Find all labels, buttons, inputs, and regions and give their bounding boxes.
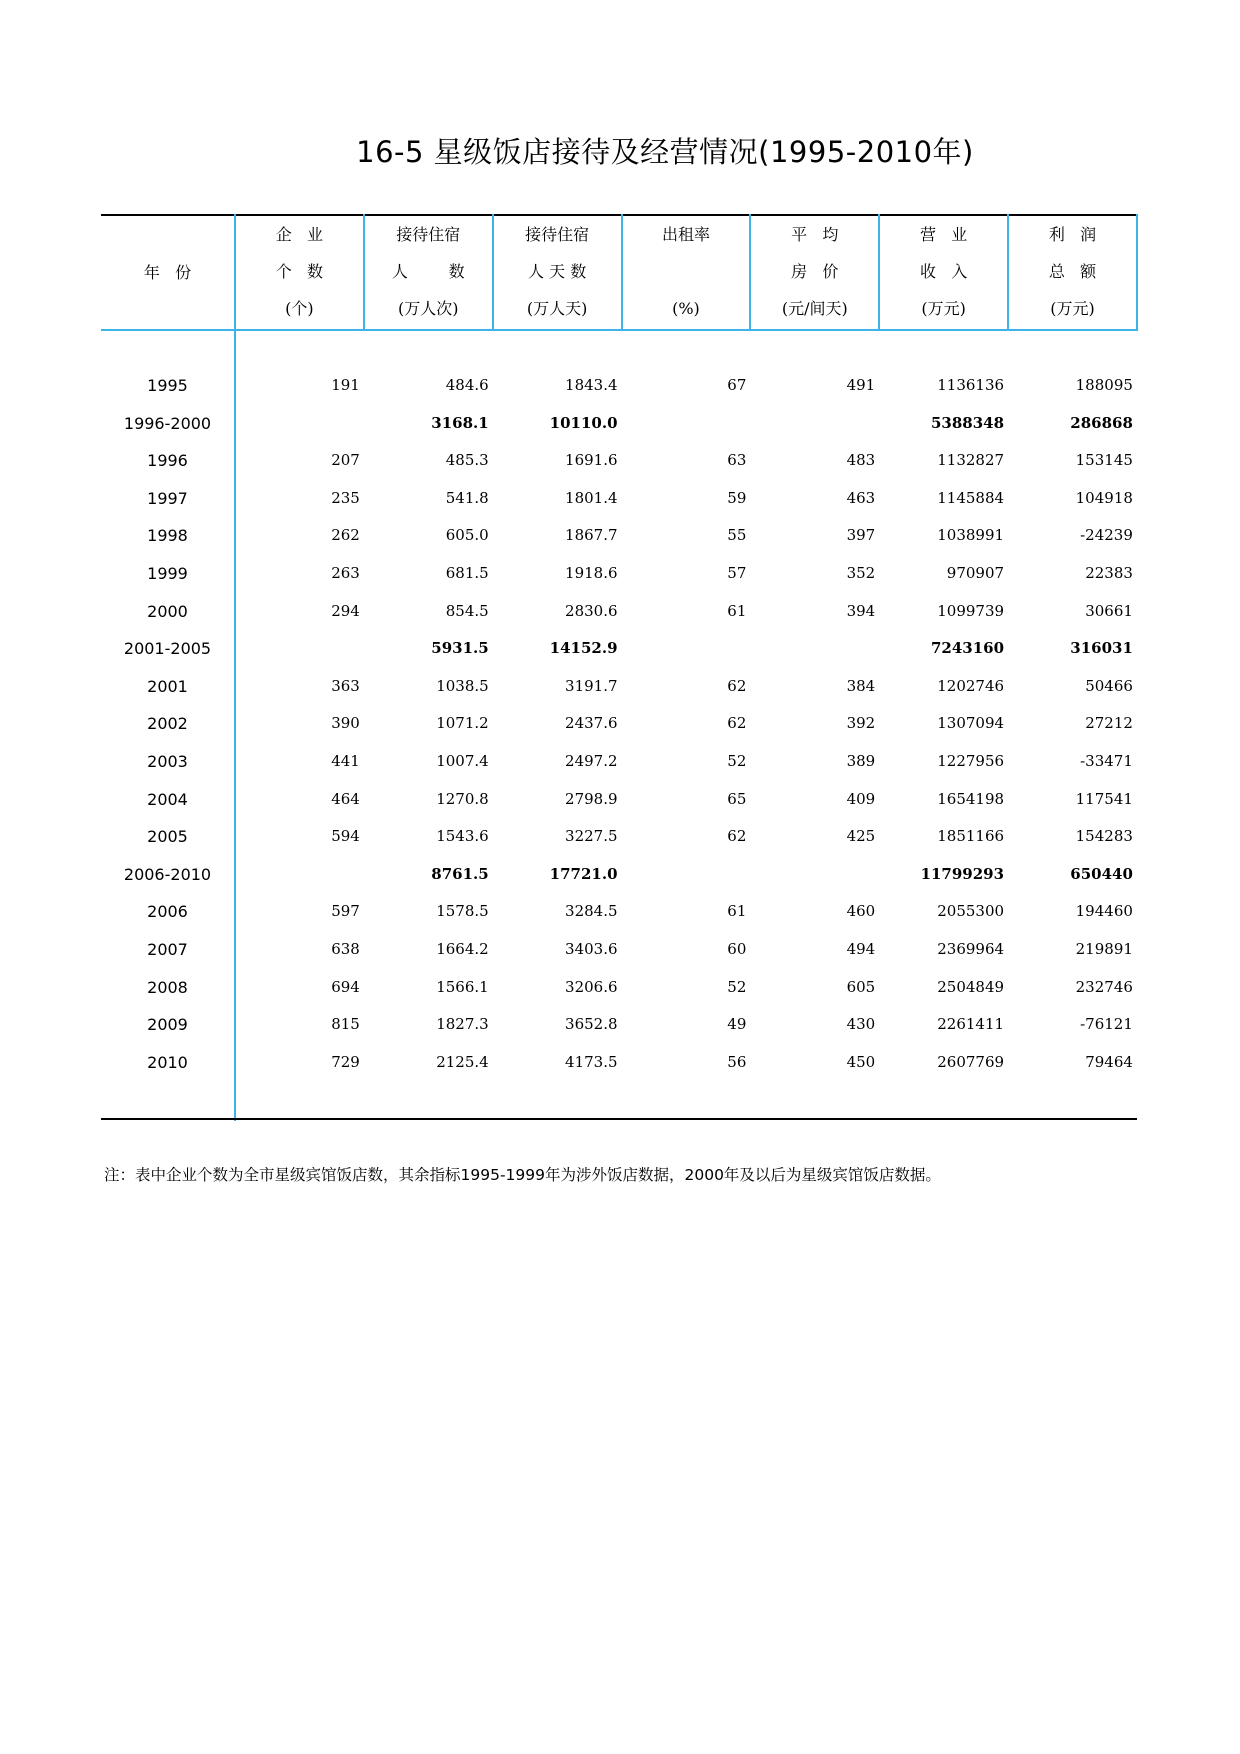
value-cell: 430 bbox=[846, 1015, 876, 1034]
value-cell: 384 bbox=[846, 676, 876, 695]
table-row bbox=[101, 517, 1137, 555]
spacer-cell bbox=[101, 1081, 235, 1121]
year-cell: 2008 bbox=[101, 969, 235, 1007]
value-cell: 1843.4 bbox=[565, 376, 618, 394]
value-cell: 191 bbox=[331, 376, 360, 394]
value-cell bbox=[235, 856, 364, 894]
table-bottom-rule bbox=[101, 1118, 1137, 1120]
spacer-cell bbox=[622, 330, 751, 367]
header-line: 出租率 bbox=[661, 225, 710, 244]
value-cell: 8761.5 bbox=[431, 864, 489, 883]
value-cell: 494 bbox=[846, 939, 876, 958]
value-cell: 1543.6 bbox=[436, 827, 489, 846]
value-cell: 7243160 bbox=[931, 639, 1005, 658]
value-cell: 491 bbox=[846, 376, 876, 394]
value-cell: 1038.5 bbox=[436, 676, 489, 695]
year-cell: 2009 bbox=[101, 1006, 235, 1044]
value-cell: 1918.6 bbox=[565, 563, 618, 582]
value-cell: 235 bbox=[331, 488, 360, 507]
value-cell: 52 bbox=[727, 751, 747, 770]
year-cell: 2003 bbox=[101, 743, 235, 781]
spacer-cell bbox=[1008, 330, 1137, 367]
value-cell: 352 bbox=[846, 563, 876, 582]
header-line: (万人天) bbox=[526, 299, 588, 318]
value-cell: 638 bbox=[331, 939, 360, 958]
value-cell: 694 bbox=[331, 977, 360, 996]
value-cell: 14152.9 bbox=[549, 639, 618, 658]
value-cell: 117541 bbox=[1075, 789, 1133, 808]
value-cell: 207 bbox=[331, 451, 360, 470]
table-row bbox=[101, 367, 1137, 405]
page-title: 16-5 星级饭店接待及经营情况(1995-2010年) bbox=[356, 135, 974, 169]
table-row bbox=[101, 969, 1137, 1007]
value-cell: 425 bbox=[846, 827, 876, 846]
value-cell: 541.8 bbox=[445, 488, 489, 507]
value-cell: 2504849 bbox=[937, 977, 1005, 996]
header-line: 企 业 bbox=[275, 225, 324, 244]
value-cell: 219891 bbox=[1075, 939, 1133, 958]
value-cell: 154283 bbox=[1075, 827, 1133, 846]
value-cell: 194460 bbox=[1075, 902, 1133, 921]
value-cell: 62 bbox=[727, 827, 747, 846]
value-cell: 1664.2 bbox=[436, 939, 489, 958]
spacer-cell bbox=[750, 330, 879, 367]
value-cell: 485.3 bbox=[445, 451, 489, 470]
value-cell: 729 bbox=[331, 1052, 360, 1071]
value-cell: 10110.0 bbox=[549, 413, 618, 432]
spacer-cell bbox=[493, 1081, 622, 1121]
header-col-6 bbox=[879, 215, 1008, 330]
value-cell: 463 bbox=[846, 488, 876, 507]
table-body bbox=[101, 330, 1137, 1121]
year-cell: 2001-2005 bbox=[101, 630, 235, 668]
header-col-3 bbox=[493, 215, 622, 330]
table-row bbox=[101, 405, 1137, 443]
value-cell: 104918 bbox=[1075, 488, 1133, 507]
value-cell: 65 bbox=[727, 789, 747, 808]
value-cell: 2125.4 bbox=[436, 1052, 489, 1071]
value-cell bbox=[622, 405, 751, 443]
value-cell: 1566.1 bbox=[436, 977, 489, 996]
value-cell: 460 bbox=[846, 902, 876, 921]
spacer-cell bbox=[235, 330, 364, 367]
value-cell: 1654198 bbox=[937, 789, 1005, 808]
value-cell: 1136136 bbox=[937, 376, 1005, 394]
value-cell: 2607769 bbox=[937, 1052, 1005, 1071]
year-cell: 1995 bbox=[101, 367, 235, 405]
value-cell: 1270.8 bbox=[436, 789, 489, 808]
value-cell: 62 bbox=[727, 676, 747, 695]
spacer-cell bbox=[493, 330, 622, 367]
year-cell: 2005 bbox=[101, 818, 235, 856]
header-line: 接待住宿 bbox=[525, 225, 590, 244]
value-cell: -76121 bbox=[1080, 1015, 1133, 1034]
table-row bbox=[101, 1006, 1137, 1044]
value-cell: 57 bbox=[727, 563, 747, 582]
value-cell: 30661 bbox=[1085, 601, 1133, 620]
header-line: 人 数 bbox=[391, 262, 465, 281]
value-cell: 2055300 bbox=[937, 902, 1005, 921]
spacer-cell bbox=[364, 330, 493, 367]
value-cell: 263 bbox=[331, 563, 360, 582]
header-line: (个) bbox=[285, 299, 314, 318]
spacer-cell bbox=[235, 1081, 364, 1121]
header-line: 收 入 bbox=[920, 262, 968, 281]
value-cell: 232746 bbox=[1075, 977, 1133, 996]
value-cell: 390 bbox=[331, 714, 360, 733]
table-row bbox=[101, 480, 1137, 518]
value-cell: 50466 bbox=[1085, 676, 1133, 695]
value-cell: 3403.6 bbox=[565, 939, 618, 958]
value-cell: 970907 bbox=[946, 563, 1005, 582]
year-cell: 1996 bbox=[101, 442, 235, 480]
value-cell: 1202746 bbox=[937, 676, 1005, 695]
value-cell: 62 bbox=[727, 714, 747, 733]
value-cell: 1007.4 bbox=[436, 751, 489, 770]
value-cell: 1227956 bbox=[937, 751, 1005, 770]
header-line: 个 数 bbox=[275, 262, 324, 281]
value-cell: 188095 bbox=[1075, 376, 1133, 394]
header-line: (%) bbox=[672, 299, 700, 318]
value-cell: 594 bbox=[331, 827, 360, 846]
table-row bbox=[101, 931, 1137, 969]
value-cell bbox=[750, 630, 879, 668]
value-cell: 464 bbox=[331, 789, 360, 808]
value-cell: 2437.6 bbox=[565, 714, 618, 733]
value-cell: 3168.1 bbox=[431, 413, 489, 432]
value-cell: 27212 bbox=[1085, 714, 1133, 733]
header-line: (万元) bbox=[1050, 299, 1095, 318]
value-cell: 2369964 bbox=[937, 939, 1005, 958]
value-cell: 60 bbox=[727, 939, 747, 958]
value-cell: 1691.6 bbox=[565, 451, 618, 470]
value-cell: 484.6 bbox=[445, 376, 489, 394]
value-cell: 61 bbox=[727, 601, 747, 620]
value-cell: 2830.6 bbox=[565, 601, 618, 620]
value-cell: 394 bbox=[846, 601, 876, 620]
value-cell: 79464 bbox=[1085, 1052, 1133, 1071]
value-cell bbox=[750, 405, 879, 443]
value-cell: 605 bbox=[846, 977, 876, 996]
value-cell: -24239 bbox=[1080, 526, 1133, 545]
value-cell: 392 bbox=[846, 714, 876, 733]
spacer-cell bbox=[879, 330, 1008, 367]
value-cell: 262 bbox=[331, 526, 360, 545]
spacer-cell bbox=[1008, 1081, 1137, 1121]
table-row bbox=[101, 1044, 1137, 1082]
value-cell: 483 bbox=[846, 451, 876, 470]
value-cell: 11799293 bbox=[920, 864, 1005, 883]
header-line: (万人次) bbox=[398, 299, 459, 318]
spacer-cell bbox=[879, 1081, 1008, 1121]
year-cell: 2001 bbox=[101, 668, 235, 706]
value-cell bbox=[622, 630, 751, 668]
year-cell: 2006 bbox=[101, 893, 235, 931]
header-line: (万元) bbox=[921, 299, 966, 318]
value-cell: 397 bbox=[846, 526, 876, 545]
value-cell: 1145884 bbox=[937, 488, 1005, 507]
year-cell: 1999 bbox=[101, 555, 235, 593]
value-cell: 294 bbox=[331, 601, 360, 620]
value-cell: 316031 bbox=[1070, 639, 1133, 658]
value-cell: 67 bbox=[727, 376, 747, 394]
header-line: 利 润 bbox=[1048, 225, 1097, 244]
table-row bbox=[101, 893, 1137, 931]
header-col-7 bbox=[1008, 215, 1137, 330]
value-cell: 2497.2 bbox=[565, 751, 618, 770]
value-cell: 63 bbox=[727, 451, 747, 470]
value-cell: 1801.4 bbox=[565, 488, 618, 507]
header-year-label: 年 份 bbox=[143, 263, 192, 282]
value-cell: 17721.0 bbox=[549, 864, 618, 883]
table-row bbox=[101, 781, 1137, 819]
value-cell: 61 bbox=[727, 902, 747, 921]
value-cell: 153145 bbox=[1075, 451, 1133, 470]
value-cell: 1132827 bbox=[937, 451, 1005, 470]
value-cell: 4173.5 bbox=[565, 1052, 618, 1071]
spacer-cell bbox=[101, 330, 235, 367]
year-cell: 2000 bbox=[101, 593, 235, 631]
value-cell: 450 bbox=[846, 1052, 876, 1071]
spacer-row bbox=[101, 1081, 1137, 1121]
header-col-5 bbox=[750, 215, 879, 330]
header-year bbox=[101, 215, 235, 330]
value-cell: 389 bbox=[846, 751, 876, 770]
year-cell: 2010 bbox=[101, 1044, 235, 1082]
value-cell bbox=[750, 856, 879, 894]
spacer-cell bbox=[364, 1081, 493, 1121]
value-cell: 22383 bbox=[1085, 563, 1133, 582]
footnote: 注：表中企业个数为全市星级宾馆饭店数，其余指标1995-1999年为涉外饭店数据，2000年及以后为星级宾馆饭店数据。 bbox=[104, 1166, 941, 1184]
header-line: 平 均 bbox=[791, 225, 839, 244]
spacer-cell bbox=[622, 1081, 751, 1121]
value-cell: 3206.6 bbox=[565, 977, 618, 996]
value-cell: 605.0 bbox=[445, 526, 489, 545]
value-cell: 597 bbox=[331, 902, 360, 921]
data-table bbox=[101, 214, 1138, 1121]
value-cell: 3284.5 bbox=[565, 902, 618, 921]
spacer-cell bbox=[750, 1081, 879, 1121]
table-row bbox=[101, 818, 1137, 856]
table-row bbox=[101, 442, 1137, 480]
value-cell: 815 bbox=[331, 1015, 360, 1034]
value-cell bbox=[235, 405, 364, 443]
value-cell: 1851166 bbox=[937, 827, 1005, 846]
value-cell: 1307094 bbox=[937, 714, 1005, 733]
value-cell: 286868 bbox=[1070, 413, 1133, 432]
year-cell: 1998 bbox=[101, 517, 235, 555]
value-cell: 5388348 bbox=[931, 413, 1005, 432]
value-cell: 52 bbox=[727, 977, 747, 996]
value-cell: 1038991 bbox=[937, 526, 1005, 545]
header-line: 营 业 bbox=[920, 225, 968, 244]
table-row bbox=[101, 630, 1137, 668]
table-row bbox=[101, 555, 1137, 593]
table-header bbox=[101, 215, 1137, 330]
year-cell: 2004 bbox=[101, 781, 235, 819]
value-cell: 3191.7 bbox=[565, 676, 618, 695]
value-cell: -33471 bbox=[1080, 751, 1133, 770]
value-cell: 3652.8 bbox=[565, 1015, 618, 1034]
value-cell: 681.5 bbox=[445, 563, 489, 582]
value-cell: 441 bbox=[331, 751, 360, 770]
value-cell: 5931.5 bbox=[431, 639, 489, 658]
value-cell: 49 bbox=[727, 1015, 747, 1034]
header-line: 总 额 bbox=[1048, 262, 1097, 281]
value-cell: 1071.2 bbox=[436, 714, 489, 733]
table-row bbox=[101, 856, 1137, 894]
value-cell: 56 bbox=[727, 1052, 747, 1071]
hotel-statistics-table bbox=[101, 214, 1137, 1121]
value-cell bbox=[622, 856, 751, 894]
value-cell: 3227.5 bbox=[565, 827, 618, 846]
value-cell: 55 bbox=[727, 526, 747, 545]
header-line: (元/间天) bbox=[781, 299, 848, 318]
value-cell: 363 bbox=[331, 676, 360, 695]
year-cell: 2002 bbox=[101, 705, 235, 743]
header-line bbox=[623, 253, 750, 290]
value-cell: 650440 bbox=[1070, 864, 1133, 883]
year-cell: 2006-2010 bbox=[101, 856, 235, 894]
header-col-2 bbox=[364, 215, 493, 330]
header-line: 接待住宿 bbox=[396, 225, 461, 244]
value-cell: 2261411 bbox=[937, 1015, 1005, 1034]
header-line: 房 价 bbox=[791, 262, 839, 281]
table-row bbox=[101, 705, 1137, 743]
year-cell: 1996-2000 bbox=[101, 405, 235, 443]
year-cell: 1997 bbox=[101, 480, 235, 518]
year-cell: 2007 bbox=[101, 931, 235, 969]
value-cell: 1827.3 bbox=[436, 1015, 489, 1034]
value-cell: 59 bbox=[727, 488, 747, 507]
table-row bbox=[101, 668, 1137, 706]
value-cell: 1099739 bbox=[937, 601, 1005, 620]
table-row bbox=[101, 593, 1137, 631]
spacer-row bbox=[101, 330, 1137, 367]
value-cell: 2798.9 bbox=[565, 789, 618, 808]
value-cell bbox=[235, 630, 364, 668]
value-cell: 854.5 bbox=[445, 601, 489, 620]
value-cell: 409 bbox=[846, 789, 876, 808]
value-cell: 1867.7 bbox=[565, 526, 618, 545]
table-row bbox=[101, 743, 1137, 781]
value-cell: 1578.5 bbox=[436, 902, 489, 921]
header-col-4 bbox=[622, 215, 751, 330]
header-line: 人 天 数 bbox=[528, 262, 587, 281]
header-col-1 bbox=[235, 215, 364, 330]
